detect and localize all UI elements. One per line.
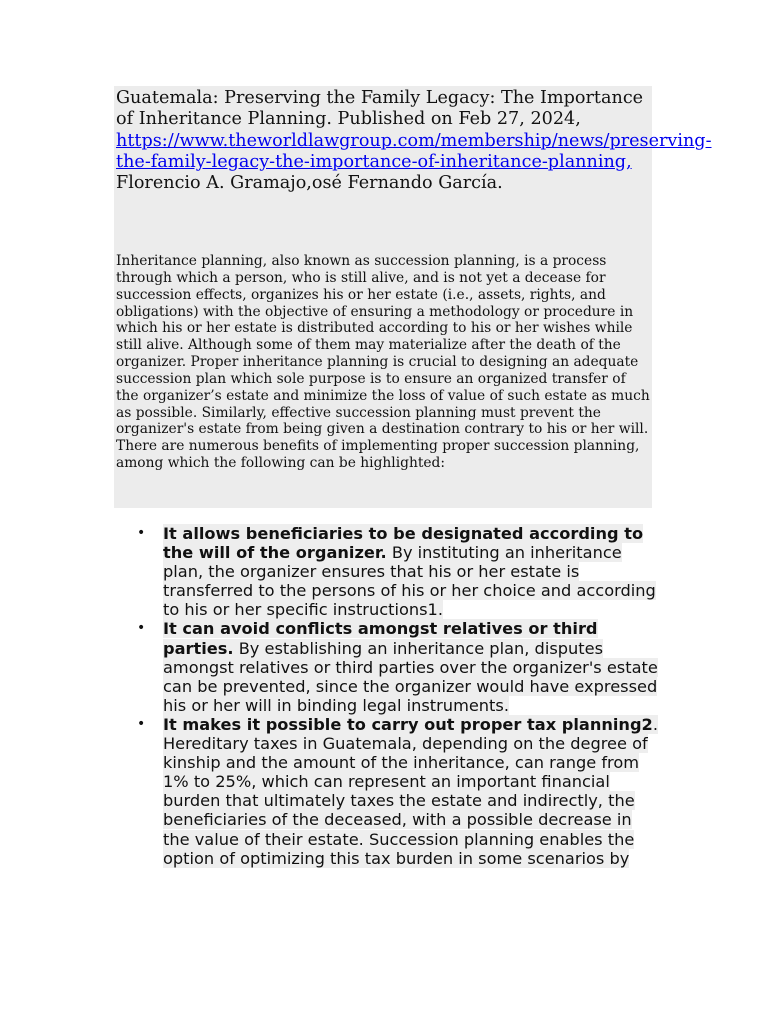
bullet-icon: • (137, 715, 146, 732)
citation-authors: Florencio A. Gramajo,osé Fernando García. (116, 173, 503, 194)
benefit-item (128, 619, 658, 714)
benefit-text (163, 715, 658, 868)
citation-paragraph (116, 88, 712, 194)
benefit-text (163, 619, 658, 714)
intro-paragraph: Inheritance planning, also known as succession planning, is a process through which a person, who is still alive, and is not yet a decease for succession effects, organizes his or her estate (i.e., assets, rights, and obligations) with the objective of ensuring a methodology or procedure in which his or her estate is distributed according to his or her wishes while still alive. Although some of them may materialize after the death of the organizer. Proper inheritance planning is crucial to designing an adequate succession plan which sole purpose is to ensure an organized transfer of the organizer’s estate and minimize the loss of value of such estate as much as possible. Similarly, effective succession planning must prevent the organizer's estate from being given a destination contrary to his or her will. There are numerous benefits of implementing proper succession planning, among which the following can be highlighted: (116, 253, 650, 472)
citation-title: Guatemala: Preserving the Family Legacy: The Importance of Inheritance Planning. Published on Feb 27, 2024, (116, 88, 644, 130)
citation-link[interactable]: https://www.theworldlawgroup.com/membership/news/preserving-the-family-legacy-the-importance-of-inheritance-planning, (116, 130, 712, 172)
benefit-body: By instituting an inheritance plan, the organizer ensures that his or her estate is transferred to the persons of his or her choice and according to his or her specific instructions1. (163, 543, 656, 620)
bullet-icon: • (137, 525, 146, 541)
benefit-item (128, 715, 658, 868)
benefit-title: It can avoid conflicts amongst relatives or third parties. (163, 619, 598, 658)
benefit-title: It allows beneficiaries to be designated according to the will of the organizer. (163, 524, 644, 563)
benefit-text (163, 524, 656, 619)
benefit-item (128, 524, 658, 619)
benefits-list (128, 524, 658, 868)
benefit-body: . Hereditary taxes in Guatemala, depending on the degree of kinship and the amount of the inheritance, can range from 1% to 25%, which can represent an important financial burden that ultimately taxes the estate and indirectly, the beneficiaries of the deceased, with a possible decrease in the value of their estate. Succession planning enables the option of optimizing this tax burden in some scenarios by (163, 714, 658, 868)
benefit-title: It makes it possible to carry out proper tax planning2 (163, 714, 653, 734)
bullet-icon: • (137, 620, 146, 637)
benefit-body: By establishing an inheritance plan, disputes amongst relatives or third parties over the organizer's estate can be prevented, since the organizer would have expressed his or her will in binding legal instruments. (163, 638, 658, 715)
